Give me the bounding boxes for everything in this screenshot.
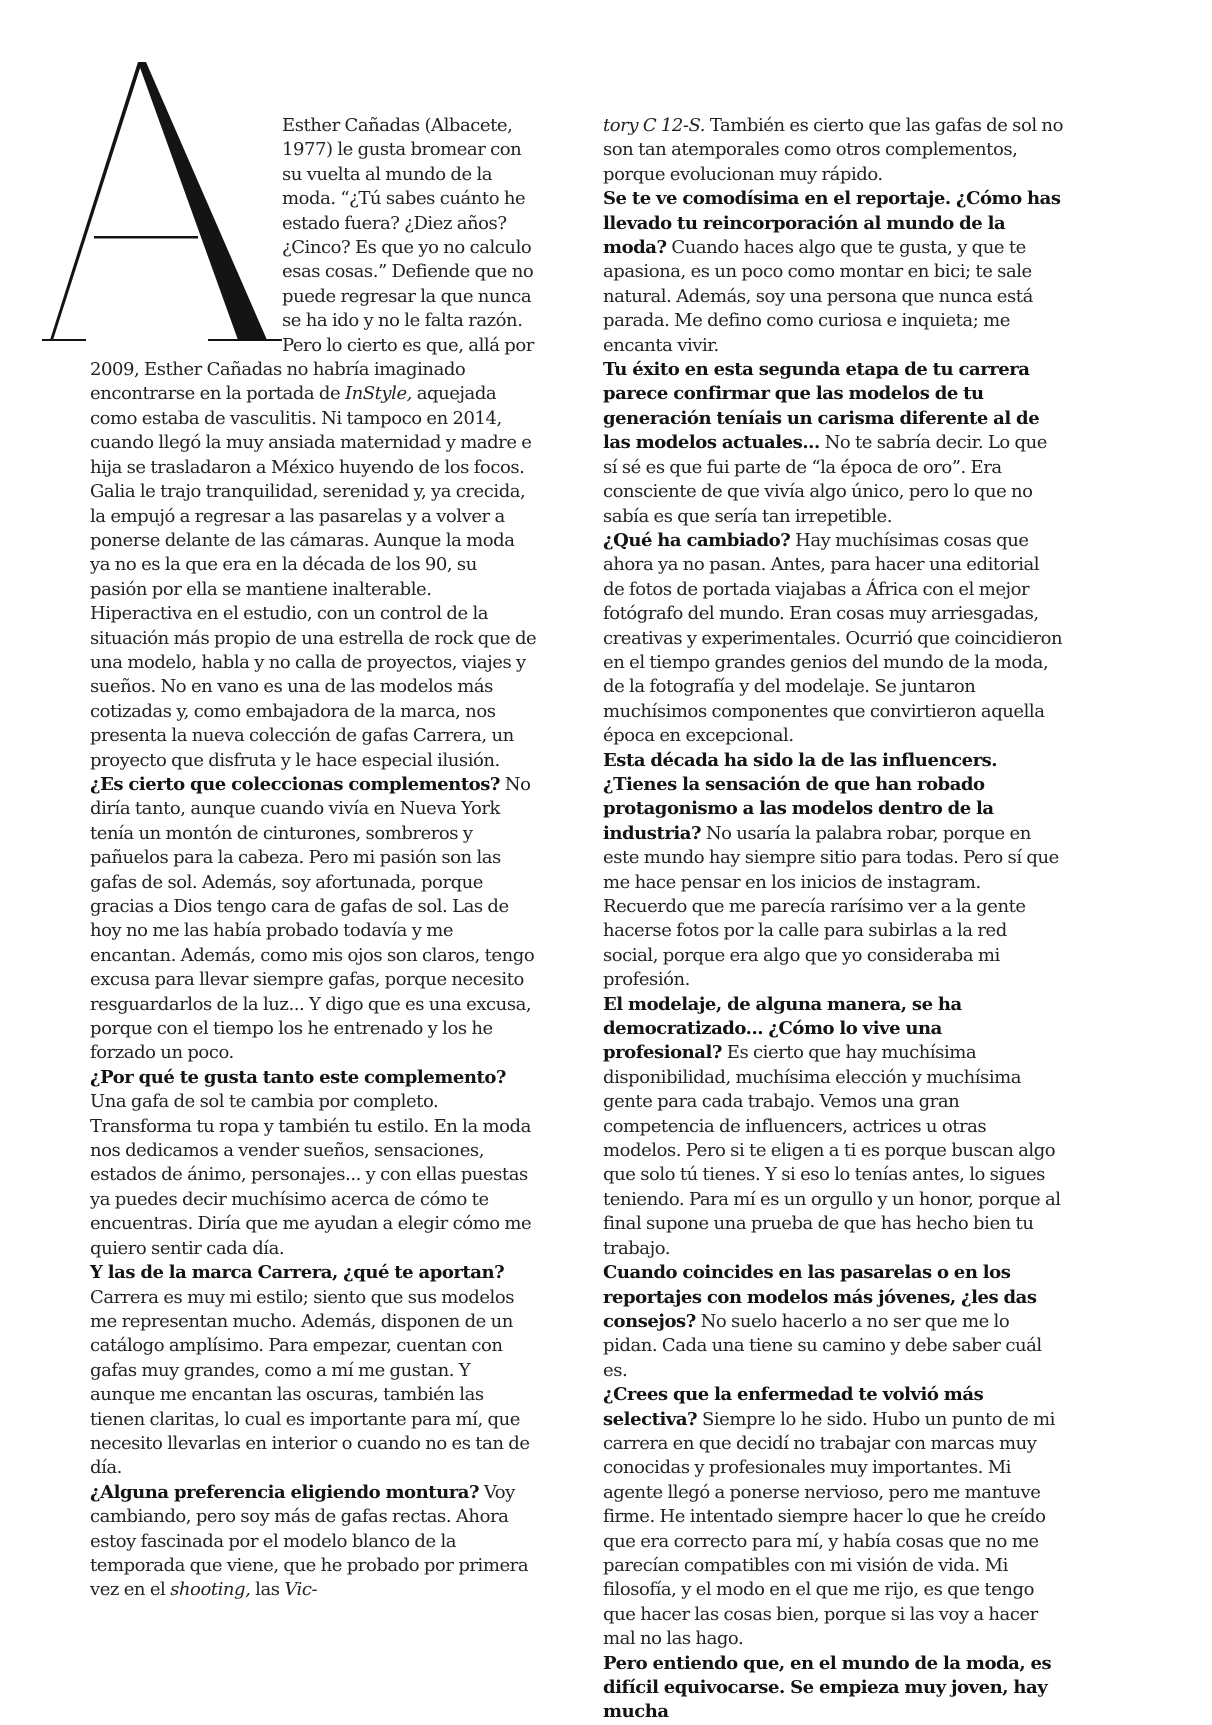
answer-italic: shooting, [170, 1579, 251, 1601]
answer: No suelo hacerlo a no ser que me lo pidan. Cada una tiene su camino y debe saber cuál es. [603, 1310, 1042, 1381]
question: Pero entiendo que, en el mundo de la moda, es difícil equivocarse. Se empieza muy joven, hay mucha [603, 1652, 1052, 1723]
answer: Voy cambiando, pero soy más de gafas rectas. Ahora estoy fascinada por el modelo blanco de la temporada que viene, que he probado por primera vez en el [90, 1481, 529, 1601]
qa-block [90, 1261, 538, 1481]
answer: No diría tanto, aunque cuando vivía en Nueva York tenía un montón de cinturones, sombreros y pañuelos para la cabeza. Pero mi pasión son las gafas de sol. Además, soy afortunada, porque gracias a Dios tengo cara de gafas de sol. Las de hoy no me las había probado todavía y me encantan. Además, como mis ojos son claros, tengo excusa para llevar siempre gafas, porque necesito resguardarlos de la luz... Y digo que es una excusa, porque con el tiempo los he entrenado y los he forzado un poco. [90, 773, 535, 1064]
qa-block [90, 773, 538, 1066]
qa-block [603, 358, 1063, 529]
qa-block [90, 1066, 538, 1261]
qa-block [603, 749, 1063, 993]
answer: Hay muchísimas cosas que ahora ya no pasan. Antes, para hacer una editorial de fotos de portada viajabas a África con el mejor fotógrafo del mundo. Eran cosas muy arriesgadas, creativas y experimentales. Ocurrió que coincidieron en el tiempo grandes genios del mundo de la moda, de la fotografía y del modelaje. Se juntaron muchísimos componentes que convirtieron aquella época en excepcional. [603, 529, 1063, 747]
qa-block [90, 1481, 538, 1603]
answer: Carrera es muy mi estilo; siento que sus modelos me representan mucho. Además, disponen de un catálogo amplísimo. Para empezar, cuentan con gafas muy grandes, como a mí me gustan. Y aunque me encantan las oscuras, también las tienen claritas, lo cual es importante para mí, que necesito llevarlas en interior o cuando no es tan de día. [90, 1286, 530, 1479]
question: ¿Qué ha cambiado? [603, 529, 791, 551]
question: Esta década ha sido la de las influencers. ¿Tienes la sensación de que han robado protagonismo a las modelos dentro de la industria? [603, 749, 998, 844]
question: Cuando coincides en las pasarelas o en los reportajes con modelos más jóvenes, ¿les das consejos? [603, 1262, 1037, 1332]
drop-cap [42, 58, 282, 358]
continued-word: Vic- [284, 1579, 318, 1601]
question: El modelaje, de alguna manera, se ha democratizado... ¿Cómo lo vive una profesional? [603, 993, 962, 1064]
answer: Una gafa de sol te cambia por completo. Transforma tu ropa y también tu estilo. En la moda nos dedicamos a vender sueños, sensaciones, estados de ánimo, personajes... y con ellas puestas ya puedes decir muchísimo acerca de cómo te encuentras. Diría que me ayudan a elegir cómo me quiero sentir cada día. [90, 1091, 532, 1259]
answer: Siempre lo he sido. Hubo un punto de mi carrera en que decidí no trabajar con marcas muy conocidas y profesionales muy importantes. Mi agente llegó a ponerse nervioso, pero me mantuve firme. He intentado siempre hacer lo que he creído que era correcto para mí, y había cosas que no me parecían compatibles con mi visión de vida. Mi filosofía, y el modo en el que me rijo, es que tengo que hacer las cosas bien, porque si las voy a hacer mal no las hago. [603, 1408, 1055, 1650]
answer: No usaría la palabra robar, porque en este mundo hay siempre sitio para todas. Pero sí que me hace pensar en los inicios de instagram. Recuerdo que me parecía rarísimo ver a la gente hacerse fotos por la calle para subirlas a la red social, porque era algo que yo consideraba mi profesión. [603, 822, 1059, 991]
question: ¿Es cierto que coleccionas complementos? [90, 773, 501, 795]
question: Tu éxito en esta segunda etapa de tu carrera parece confirmar que las modelos de tu generación teníais un carisma diferente al de las modelos actuales... [603, 359, 1040, 454]
qa-block [603, 1261, 1063, 1383]
question: ¿Por qué te gusta tanto este complemento? [90, 1066, 506, 1088]
qa-block [603, 1383, 1063, 1651]
answer: Cuando haces algo que te gusta, y que te apasiona, es un poco como montar en bici; te sale natural. Además, soy una persona que nunca está parada. Me defino como curiosa e inquieta; me encanta vivir. [603, 237, 1033, 356]
question: Se te ve comodísima en el reportaje. ¿Cómo has llevado tu reincorporación al mundo de la moda? [603, 188, 1061, 259]
svg-text:A: A [42, 58, 43, 59]
qa-block [603, 529, 1063, 749]
qa-block [603, 1652, 1063, 1725]
drop-cap-letter [42, 58, 282, 358]
question: Y las de la marca Carrera, ¿qué te aportan? [90, 1262, 505, 1284]
left-column [42, 58, 538, 1603]
right-column [603, 114, 1063, 1725]
question: ¿Alguna preferencia eligiendo montura? [90, 1481, 480, 1503]
qa-block [603, 993, 1063, 1261]
answer-tail: las [250, 1579, 285, 1601]
answer: Es cierto que hay muchísima disponibilidad, muchísima elección y muchísima gente para cada trabajo. Vemos una gran competencia de influencers, actrices u otras modelos. Pero si te eligen a ti es porque buscan algo que solo tú tienes. Y si eso lo tenías antes, lo sigues teniendo. Para mí es un orgullo y un honor, porque al final supone una prueba de que has hecho bien tu trabajo. [603, 1042, 1061, 1259]
qa-block [603, 187, 1063, 358]
answer: No te sabría decir. Lo que sí sé es que fui parte de “la época de oro”. Era consciente de que vivía algo único, pero lo que no sabía es que sería tan irrepetible. [603, 432, 1047, 527]
intro-paragraph: Esther Cañadas (Albacete, 1977) le gusta bromear con su vuelta al mundo de la moda. “¿Tú sabes cuánto he estado fuera? ¿Diez años? ¿Cinco? Es que yo no calculo esas cosas.” Defiende que no puede regresar la que nunca se ha ido y no le falta razón. Pero lo cierto es que, allá por 2009, Esther Cañadas no habría imaginado encontrarse en la portada de InStyle, aquejada como estaba de vasculitis. Ni tampoco en 2014, cuando llegó la muy ansiada maternidad y madre e hija se trasladaron a México huyendo de los focos. Galia le trajo tranquilidad, serenidad y, ya crecida, la empujó a regresar a las pasarelas y a volver a ponerse delante de las cámaras. Aunque la moda ya no es la que era en la década de los 90, su pasión por ella se mantiene inalterable. Hiperactiva en el estudio, con un control de la situación más propio de una estrella de rock que de una modelo, habla y no calla de proyectos, viajes y sueños. No en vano es una de las modelos más cotizadas y, como embajadora de la marca, nos presenta la nueva colección de gafas Carrera, un proyecto que disfruta y le hace especial ilusión. [90, 115, 537, 771]
question: ¿Crees que la enfermedad te volvió más selectiva? [603, 1384, 984, 1430]
continuation-paragraph: tory C 12-S. También es cierto que las gafas de sol no son tan atemporales como otros complementos, porque evolucionan muy rápido. [603, 115, 1063, 185]
